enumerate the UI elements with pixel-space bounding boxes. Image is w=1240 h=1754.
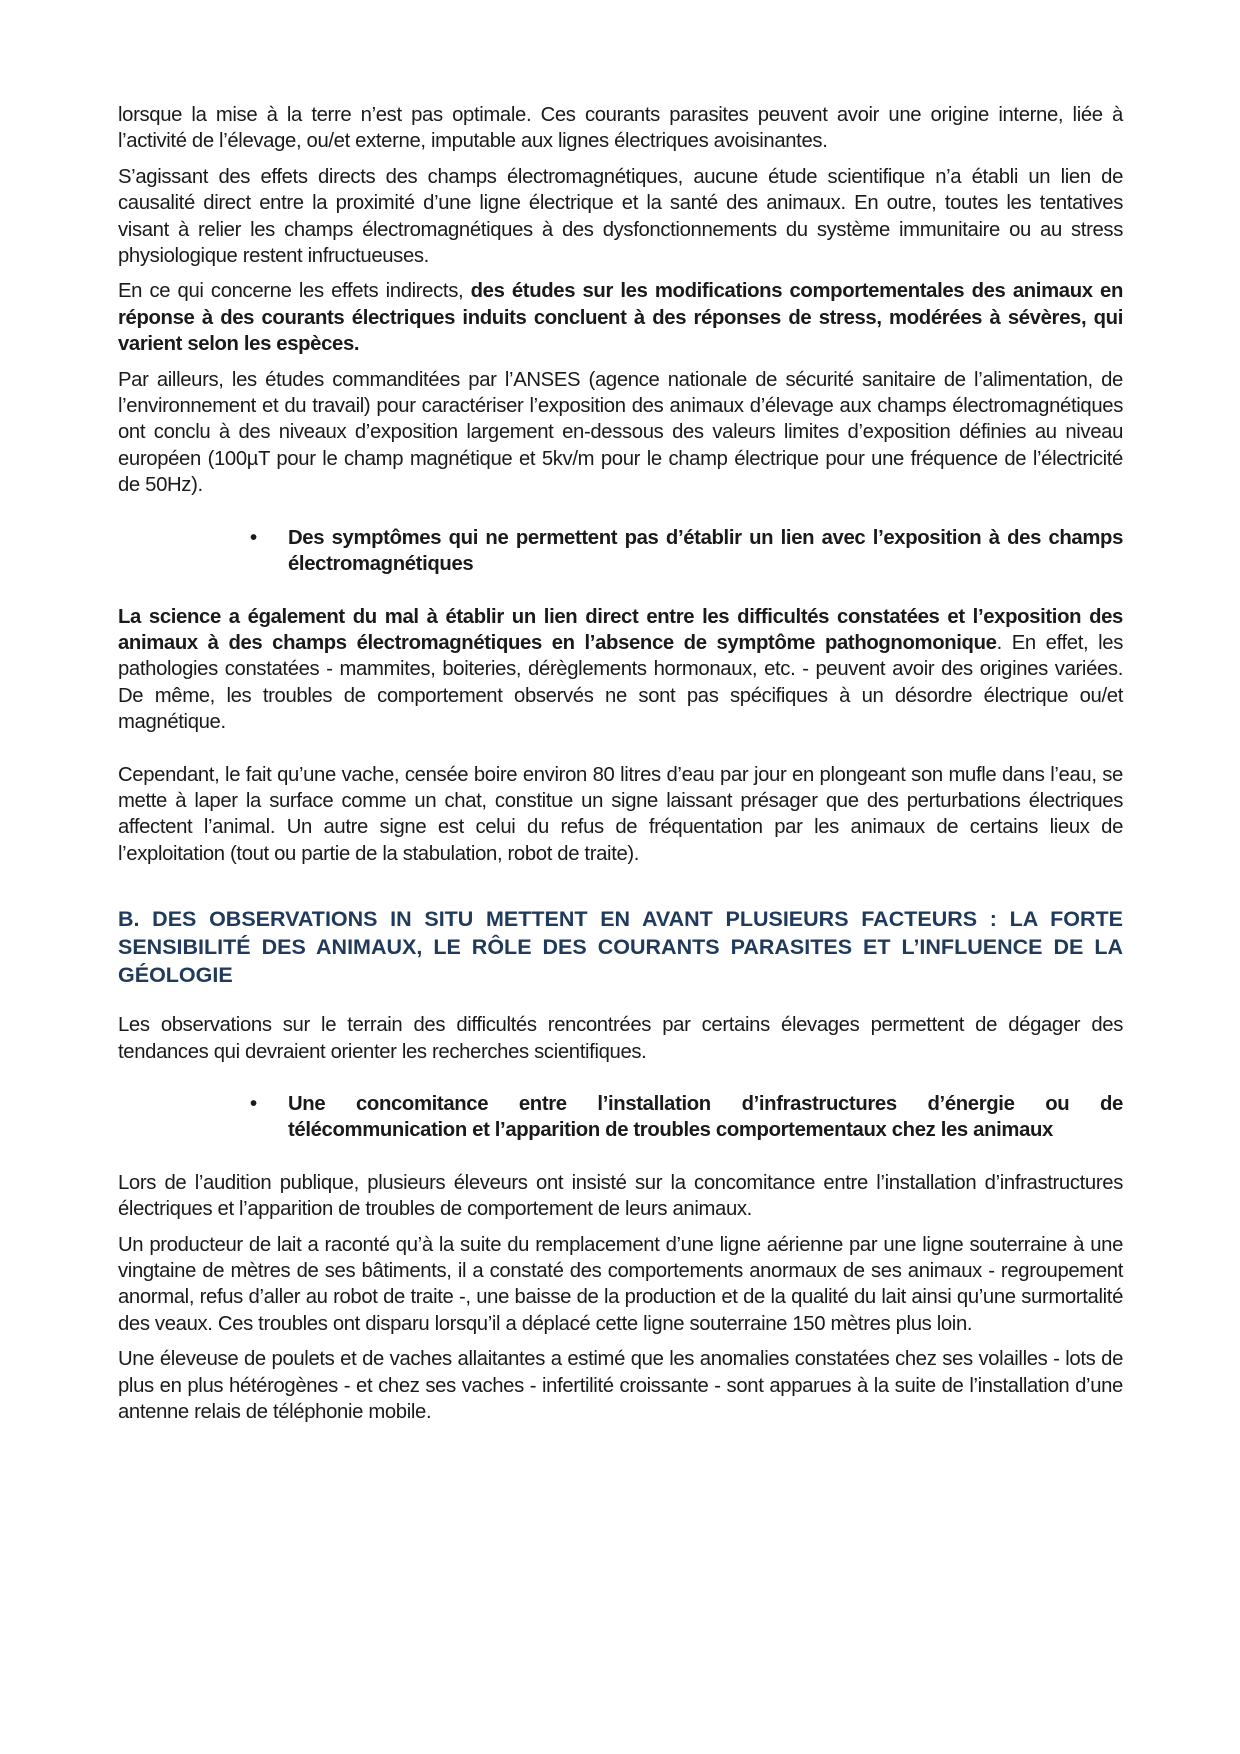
section-heading-b: B. DES OBSERVATIONS IN SITU METTENT EN AVANT PLUSIEURS FACTEURS : LA FORTE SENSIBILITÉ DES ANIMAUX, LE RÔLE DES COURANTS PARASITES ET L’INFLUENCE DE LA GÉOLOGIE (118, 907, 1123, 988)
bullet-marker: • (250, 1092, 257, 1115)
paragraph-grounding: lorsque la mise à la terre n’est pas optimale. Ces courants parasites peuvent avoir une origine interne, liée à l’activité de l’élevage, ou/et externe, imputable aux lignes électriques avoisinantes. (118, 104, 1123, 153)
science-link-rest: . En effet, les pathologies constatées - mammites, boiteries, dérèglements hormonaux, etc. - peuvent avoir des origines variées. De même, les troubles de comportement observés ne sont pas spécifiques à un désordre électrique ou/et magnétique. (118, 631, 1123, 734)
paragraph-field-observations: Les observations sur le terrain des difficultés rencontrées par certains élevages permettent de dégager des tendances qui devraient orienter les recherches scientifiques. (118, 1014, 1123, 1063)
indirect-effects-emphasis: des études sur les modifications comportementales des animaux en réponse à des courants électriques induits concluent à des réponses de stress, modérées à sévères, qui varient selon les espèces. (118, 280, 1123, 356)
paragraph-science-link (118, 604, 1123, 736)
bullet-text: Des symptômes qui ne permettent pas d’établir un lien avec l’exposition à des champs électromagnétiques (288, 526, 1123, 576)
bullet-marker: • (250, 526, 257, 549)
paragraph-direct-effects: S’agissant des effets directs des champs électromagnétiques, aucune étude scientifique n’a établi un lien de causalité direct entre la proximité d’une ligne électrique et la santé des animaux. En outre, toutes les tentatives visant à relier les champs électromagnétiques à des dysfonctionnements du système immunitaire ou au stress physiologique restent infructueuses. (118, 165, 1123, 268)
paragraph-cow-signs: Cependant, le fait qu’une vache, censée boire environ 80 litres d’eau par jour en plongeant son mufle dans l’eau, se mette à laper la surface comme un chat, constitue un signe laissant présager que des perturbations électriques affectent l’animal. Un autre signe est celui du refus de fréquentation par les animaux de certains lieux de l’exploitation (tout ou partie de la stabulation, robot de traite). (118, 763, 1123, 865)
paragraph-milk-producer: Un producteur de lait a raconté qu’à la suite du remplacement d’une ligne aérienne par une ligne souterraine à une vingtaine de mètres de ses bâtiments, il a constaté des comportements anormaux de ses animaux - regroupement anormal, refus d’aller au robot de traite -, une baisse de la production et de la qualité du lait ainsi qu’une surmortalité des veaux. Ces troubles ont disparu lorsqu’il a déplacé cette ligne souterraine 150 mètres plus loin. (118, 1233, 1123, 1335)
paragraph-indirect-effects (118, 278, 1123, 357)
bullet-concomitance (118, 1091, 1123, 1144)
paragraph-public-hearing: Lors de l’audition publique, plusieurs éleveurs ont insisté sur la concomitance entre l’installation d’infrastructures électriques et l’apparition de troubles de comportement de leurs animaux. (118, 1171, 1123, 1221)
paragraph-poultry-breeder: Une éleveuse de poulets et de vaches allaitantes a estimé que les anomalies constatées chez ses volailles - lots de plus en plus hétérogènes - et chez ses vaches - infertilité croissante - sont apparues à la suite de l’installation d’une antenne relais de téléphonie mobile. (118, 1348, 1123, 1424)
bullet-text: Une concomitance entre l’installation d’infrastructures d’énergie ou de télécommunication et l’apparition de troubles comportementaux chez les animaux (288, 1092, 1123, 1142)
indirect-effects-intro: En ce qui concerne les effets indirects, (118, 280, 471, 303)
paragraph-anses-studies: Par ailleurs, les études commanditées par l’ANSES (agence nationale de sécurité sanitaire de l’alimentation, de l’environnement et du travail) pour caractériser l’exposition des animaux d’élevage aux champs électromagnétiques ont conclu à des niveaux d’exposition largement en-dessous des valeurs limites d’exposition définies au niveau européen (100µT pour le champ magnétique et 5kv/m pour le champ électrique pour une fréquence de l’électricité de 50Hz). (118, 368, 1123, 497)
science-link-emphasis: La science a également du mal à établir un lien direct entre les difficultés constatées et l’exposition des animaux à des champs électromagnétiques en l’absence de symptôme pathognomonique (118, 605, 1123, 654)
document-page (118, 102, 1123, 1434)
bullet-symptoms (118, 525, 1123, 578)
